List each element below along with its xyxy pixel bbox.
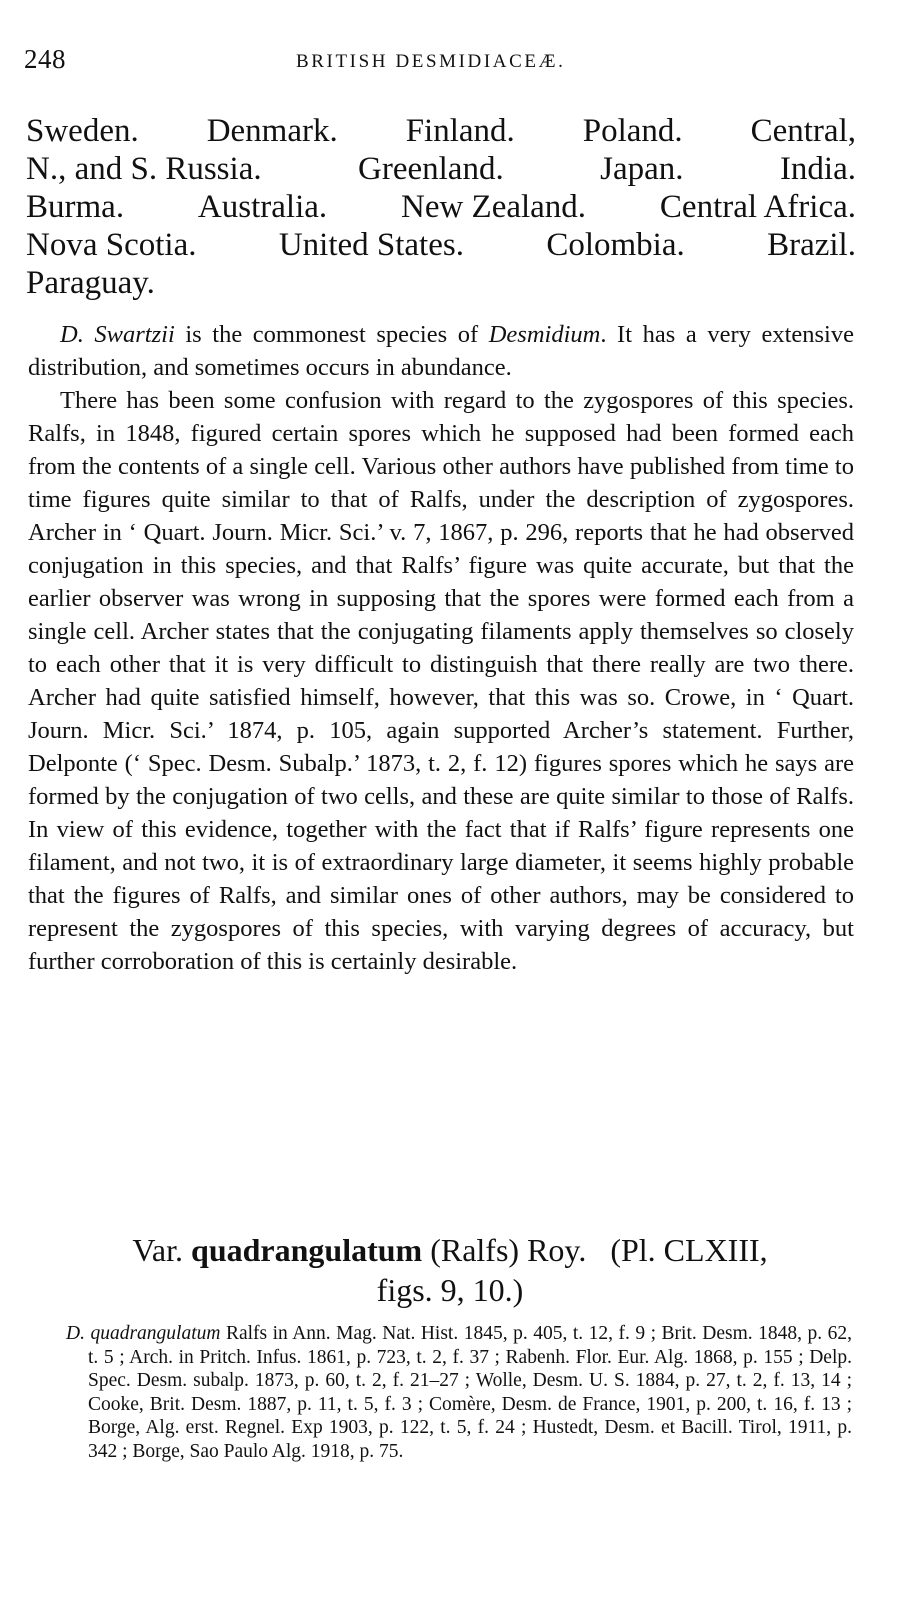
distribution-place: Paraguay.: [26, 265, 155, 301]
distribution-place: Nova Scotia.: [26, 227, 197, 263]
distribution-place: Denmark.: [206, 113, 338, 149]
distribution-place: Poland.: [582, 113, 683, 149]
distribution-place: Brazil.: [767, 227, 856, 263]
synonymy-citations: [66, 1322, 852, 1464]
distribution-line: [26, 188, 856, 226]
distribution-place: Colombia.: [546, 227, 685, 263]
citation-text: Ralfs in Ann. Mag. Nat. Hist. 1845, p. 405, t. 12, f. 9 ; Brit. Desm. 1848, p. 62, t. 5 ; Arch. in Pritch. Infus. 1861, p. 723, t. 2, f. 37 ; Rabenh. Flor. Eur. Alg. 1868, p. 155 ; Delp. Spec. Desm. subalp. 1873, p. 60, t. 2, f. 21–27 ; Wolle, Desm. U. S. 1884, p. 27, t. 2, f. 13, 14 ; Cooke, Brit. Desm. 1887, p. 11, t. 5, f. 3 ; Comère, Desm. de France, 1901, p. 200, t. 16, f. 13 ; Borge, Alg. erst. Regnel. Exp 1903, p. 122, t. 5, f. 24 ; Hustedt, Desm. et Bacill. Tirol, 1911, p. 342 ; Borge, Sao Paulo Alg. 1918, p. 75.: [88, 1323, 852, 1462]
genus-name: Desmidium: [488, 321, 601, 348]
body-text: [28, 318, 854, 978]
page-header: [24, 44, 854, 78]
distribution-list: [26, 112, 856, 302]
figure-reference: figs. 9, 10.): [376, 1272, 524, 1308]
species-name: D. Swartzii: [60, 321, 175, 348]
distribution-place: Japan.: [600, 151, 684, 187]
paragraph-commonest-species: [28, 318, 854, 384]
distribution-place: India.: [779, 151, 856, 187]
variety-heading: [40, 1230, 860, 1310]
distribution-place: N., and S. Russia.: [26, 151, 262, 187]
paragraph-zygospores: There has been some confusion with regard to the zygospores of this species. Ralfs, in 1848, figured certain spores which he supposed had been formed each from the contents of a single cell. Various other authors have published from time to time figures quite similar to that of Ralfs, under the description of zygospores. Archer in ‘ Quart. Journ. Micr. Sci.’ v. 7, 1867, p. 296, reports that he had observed conjugation in this species, and that Ralfs’ figure was quite accurate, but that the earlier observer was wrong in supposing that the spores were formed each from a single cell. Archer states that the conjugating filaments apply themselves so closely to each other that it is very difficult to distinguish that there really are two there. Archer had quite satisfied himself, however, that this was so. Crowe, in ‘ Quart. Journ. Micr. Sci.’ 1874, p. 105, again supported Archer’s statement. Further, Delponte (‘ Spec. Desm. Subalp.’ 1873, t. 2, f. 12) figures spores which he says are formed by the conjugation of two cells, and these are quite similar to those of Ralfs. In view of this evidence, together with the fact that if Ralfs’ figure represents one filament, and not two, it is of extraordinary large diameter, it seems highly probable that the figures of Ralfs, and similar ones of other authors, may be considered to represent the zygospores of this species, with varying degrees of accuracy, but further corroboration of this is certainly desirable.: [28, 387, 854, 975]
distribution-line: [26, 264, 856, 302]
distribution-place: Burma.: [26, 189, 125, 225]
distribution-line: [26, 150, 856, 188]
distribution-line: [26, 112, 856, 150]
variety-name: quadrangulatum: [191, 1232, 423, 1268]
paragraph-text: is the commonest species of: [174, 321, 489, 348]
distribution-place: Australia.: [197, 189, 328, 225]
distribution-place: Sweden.: [26, 113, 139, 149]
variety-prefix: Var.: [132, 1232, 192, 1268]
synonym-taxon: D. quadrangulatum: [66, 1323, 221, 1344]
distribution-place: Central,: [750, 113, 856, 149]
distribution-line: [26, 226, 856, 264]
distribution-place: United States.: [278, 227, 464, 263]
plate-reference: (Pl. CLXIII,: [610, 1232, 768, 1268]
running-head: BRITISH DESMIDIACEÆ.: [296, 51, 566, 72]
paragraph-text: . It has a very extensive distribution, and sometimes occurs in abundance.: [28, 321, 854, 381]
variety-heading-line: [40, 1230, 860, 1270]
distribution-place: Finland.: [405, 113, 515, 149]
distribution-place: Central Africa.: [659, 189, 856, 225]
distribution-place: Greenland.: [358, 151, 504, 187]
variety-authority: (Ralfs) Roy.: [422, 1232, 587, 1268]
distribution-place: New Zealand.: [400, 189, 587, 225]
page-number: 248: [24, 44, 66, 74]
